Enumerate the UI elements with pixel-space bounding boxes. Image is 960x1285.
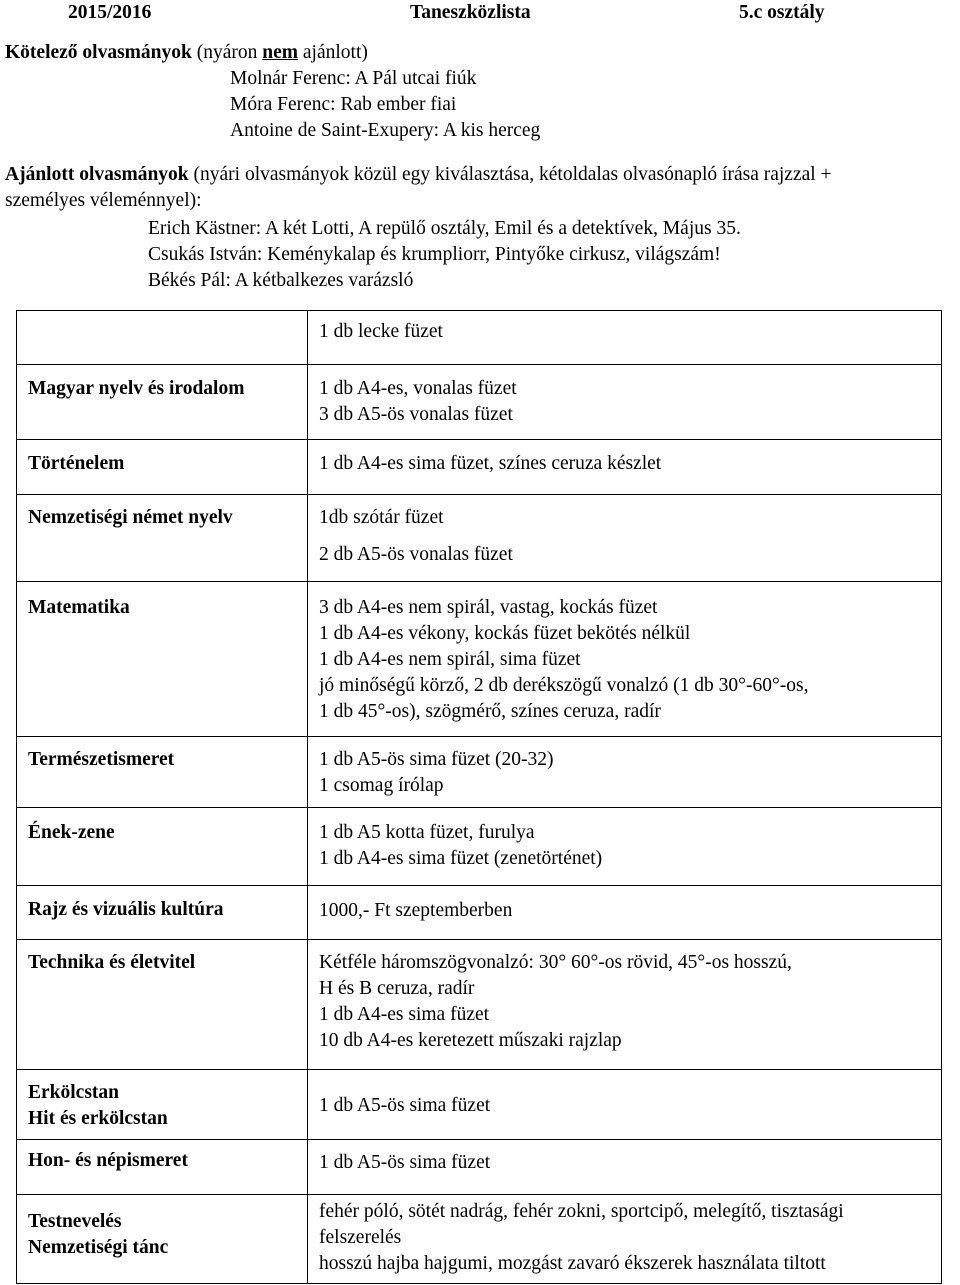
table-row (17, 1195, 942, 1284)
subject-name: Rajz és vizuális kultúra (28, 899, 224, 920)
subject-cell (17, 365, 308, 440)
subject-name: Történelem (28, 453, 125, 474)
subject-name: Nemzetiségi tánc (28, 1237, 169, 1258)
supply-line: jó minőségű körző, 2 db derékszögű vonalzó (1 db 30°-60°-os, (319, 675, 809, 696)
supply-line: 3 db A5-ös vonalas füzet (319, 404, 513, 425)
supplies-cell (308, 582, 942, 737)
supply-line: 1 db A5-ös sima füzet (319, 1095, 491, 1116)
table-row (17, 440, 942, 495)
mandatory-readings-heading: Kötelező olvasmányok (nyáron nem ajánlott) (5, 42, 368, 63)
supply-line: 1db szótár füzet (319, 507, 444, 528)
supplies-cell (308, 1140, 942, 1195)
subject-cell (17, 1070, 308, 1140)
subject-cell (17, 311, 308, 365)
supply-line: 1 db A5-ös sima füzet (20-32) (319, 749, 554, 770)
subject-name: Hon- és népismeret (28, 1150, 188, 1171)
supplies-cell (308, 440, 942, 495)
subject-cell (17, 440, 308, 495)
recommended-readings-heading: Ajánlott olvasmányok (nyári olvasmányok közül egy kiválasztása, kétoldalas olvasónapló írása rajzzal + (5, 164, 832, 185)
supplies-cell (308, 1070, 942, 1140)
supplies-table (16, 310, 942, 1284)
table-row (17, 940, 942, 1070)
supplies-cell (308, 886, 942, 940)
table-row (17, 311, 942, 365)
mandatory-reading-item: Antoine de Saint-Exupery: A kis herceg (230, 120, 541, 141)
supply-line: 3 db A4-es nem spirál, vastag, kockás füzet (319, 597, 658, 618)
table-row (17, 808, 942, 886)
supply-line: fehér póló, sötét nadrág, fehér zokni, sportcipő, melegítő, tisztasági (319, 1201, 844, 1222)
subject-name: Testnevelés (28, 1211, 122, 1232)
supply-line: Kétféle háromszögvonalzó: 30° 60°-os rövid, 45°-os hosszú, (319, 952, 792, 973)
supplies-cell (308, 808, 942, 886)
subject-name: Magyar nyelv és irodalom (28, 378, 245, 399)
supplies-cell (308, 737, 942, 808)
subject-cell (17, 582, 308, 737)
subject-name: Matematika (28, 597, 130, 618)
class-label: 5.c osztály (739, 2, 825, 23)
supply-line: 1 db 45°-os), szögmérő, színes ceruza, radír (319, 701, 661, 722)
table-row (17, 1140, 942, 1195)
supply-line: 1 db A4-es vékony, kockás füzet bekötés nélkül (319, 623, 691, 644)
recommended-reading-item: Békés Pál: A kétbalkezes varázsló (148, 270, 414, 291)
mandatory-reading-item: Móra Ferenc: Rab ember fiai (230, 94, 457, 115)
table-row (17, 582, 942, 737)
supply-line: hosszú hajba hajgumi, mozgást zavaró ékszerek használata tiltott (319, 1253, 826, 1274)
subject-cell (17, 737, 308, 808)
subject-cell (17, 808, 308, 886)
subject-cell (17, 886, 308, 940)
table-row (17, 365, 942, 440)
supply-line: 10 db A4-es keretezett műszaki rajzlap (319, 1030, 622, 1051)
subject-name: Technika és életvitel (28, 952, 196, 973)
supply-line: 1 db lecke füzet (319, 321, 443, 342)
school-year: 2015/2016 (68, 2, 152, 23)
supply-line: 1 db A5 kotta füzet, furulya (319, 822, 535, 843)
supply-line: 1 db A4-es sima füzet (319, 1004, 490, 1025)
supplies-cell (308, 365, 942, 440)
supply-line: felszerelés (319, 1227, 402, 1248)
recommended-reading-item: Csukás István: Keménykalap és krumpliorr, Pintyőke cirkusz, világszám! (148, 244, 721, 265)
supply-line: 1 db A4-es nem spirál, sima füzet (319, 649, 581, 670)
table-row (17, 886, 942, 940)
table-row (17, 495, 942, 582)
subject-cell (17, 1140, 308, 1195)
subject-cell (17, 495, 308, 582)
table-row (17, 1070, 942, 1140)
subject-name: Nemzetiségi német nyelv (28, 507, 233, 528)
supplies-cell (308, 495, 942, 582)
supplies-cell (308, 311, 942, 365)
subject-name: Hit és erkölcstan (28, 1108, 168, 1129)
table-row (17, 737, 942, 808)
supply-line: 1 csomag írólap (319, 775, 444, 796)
subject-name: Természetismeret (28, 749, 175, 770)
supply-line: 1 db A4-es, vonalas füzet (319, 378, 517, 399)
supplies-cell (308, 940, 942, 1070)
supplies-cell (308, 1195, 942, 1284)
supply-line: 1 db A5-ös sima füzet (319, 1152, 491, 1173)
page-title: Taneszközlista (410, 2, 531, 23)
mandatory-reading-item: Molnár Ferenc: A Pál utcai fiúk (230, 68, 477, 89)
recommended-reading-item: Erich Kästner: A két Lotti, A repülő osztály, Emil és a detektívek, Május 35. (148, 218, 741, 239)
supply-line: 1 db A4-es sima füzet (zenetörténet) (319, 848, 603, 869)
supply-line: H és B ceruza, radír (319, 978, 475, 999)
page-header (0, 0, 960, 26)
supply-line: 2 db A5-ös vonalas füzet (319, 544, 513, 565)
subject-cell (17, 1195, 308, 1284)
supply-line: 1000,- Ft szeptemberben (319, 900, 513, 921)
subject-cell (17, 940, 308, 1070)
supply-line: 1 db A4-es sima füzet, színes ceruza készlet (319, 453, 662, 474)
recommended-readings-heading-cont: személyes véleménnyel): (5, 190, 202, 211)
subject-name: Erkölcstan (28, 1082, 120, 1103)
subject-name: Ének-zene (28, 822, 115, 843)
